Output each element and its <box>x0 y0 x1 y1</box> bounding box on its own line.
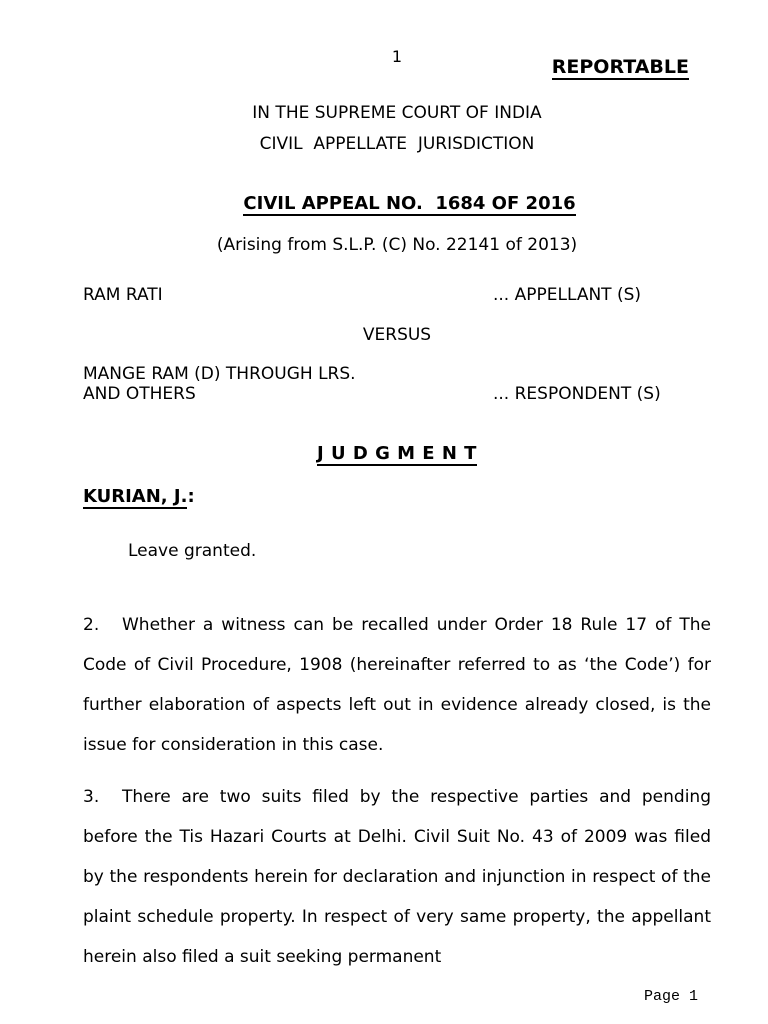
respondent-row <box>83 364 711 404</box>
arising-from-line: (Arising from S.L.P. (C) No. 22141 of 2013) <box>216 235 578 255</box>
paragraph-2 <box>83 605 711 765</box>
appellant-name: RAM RATI <box>83 285 163 305</box>
jurisdiction-title: CIVIL APPELLATE JURISDICTION <box>259 134 535 154</box>
paragraph-number: 3. <box>83 787 100 807</box>
appellant-label: ... APPELLANT (S) <box>493 285 642 305</box>
paragraph-3 <box>83 777 711 977</box>
paragraph-number: 2. <box>83 615 100 635</box>
page-number-top: 1 <box>391 47 403 66</box>
paragraph-text: There are two suits filed by the respective parties and pending before the Tis Hazari Courts at Delhi. Civil Suit No. 43 of 2009 was filed by the respondents herein for declaration and injunction in respect of the plaint schedule property. In respect of very same property, the appellant herein also filed a suit seeking permanent <box>83 787 711 967</box>
respondent-name-line2: AND OTHERS <box>83 384 196 404</box>
judge-name: KURIAN, J. <box>83 486 188 507</box>
case-number-line <box>83 172 711 235</box>
appellant-row <box>83 285 711 305</box>
judge-colon: : <box>187 486 195 507</box>
judgment-heading: J U D G M E N T <box>317 443 477 464</box>
page-header <box>83 47 711 87</box>
paragraph-text: Leave granted. <box>128 541 257 561</box>
case-number: CIVIL APPEAL NO. 1684 OF 2016 <box>243 193 576 214</box>
respondent-label: ... RESPONDENT (S) <box>493 384 661 404</box>
reportable-label: REPORTABLE <box>551 56 689 78</box>
paragraph-text: Whether a witness can be recalled under Order 18 Rule 17 of The Code of Civil Procedure, 1908 (hereinafter referred to as ‘the Code’) for further elaboration of aspects left out in evidence already closed, is the issue for consideration in this case. <box>83 615 711 755</box>
court-title: IN THE SUPREME COURT OF INDIA <box>252 103 542 123</box>
paragraph-leave-granted <box>83 531 711 571</box>
respondent-name-line1: MANGE RAM (D) THROUGH LRS. <box>83 364 356 384</box>
judgment-heading-line <box>83 443 711 465</box>
judge-line <box>83 486 711 508</box>
page-footer: Page 1 <box>643 988 698 1005</box>
versus-label: VERSUS <box>362 325 432 345</box>
